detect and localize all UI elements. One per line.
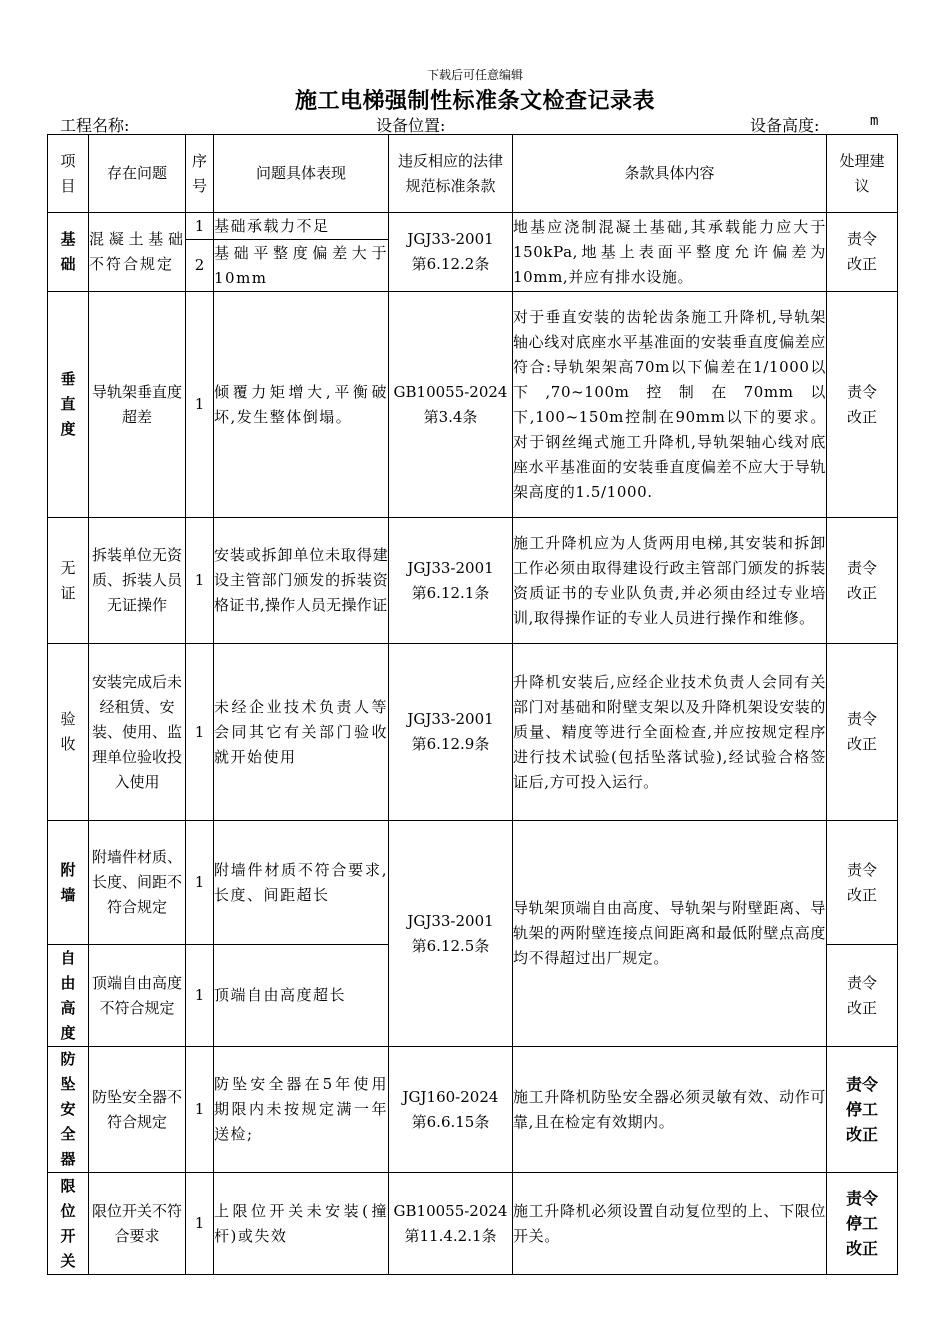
table-row [48, 1047, 898, 1173]
item-freeheight: 自由高度 [48, 945, 89, 1047]
suggest-limit: 责令停工改正 [827, 1173, 898, 1275]
problem-foundation: 混凝土基础不符合规定 [89, 213, 186, 292]
suggest-antifall: 责令停工改正 [827, 1047, 898, 1173]
table-row [48, 1173, 898, 1275]
problem-vertical: 导轨架垂直度超差 [89, 292, 186, 518]
suggest-acceptance: 责令改正 [827, 644, 898, 821]
device-height-label: 设备高度: [750, 116, 820, 135]
content-foundation: 地基应浇制混凝土基础,其承载能力应大于150kPa,地基上表面平整度允许偏差为10mm,并应有排水设施。 [513, 213, 827, 292]
std-vertical: GB10055-2024 第3.4条 [389, 292, 513, 518]
problem-antifall: 防坠安全器不符合规定 [89, 1047, 186, 1173]
problem-freeheight: 顶端自由高度不符合规定 [89, 945, 186, 1047]
header-note: 下载后可任意编辑 [426, 68, 523, 82]
problem-limit: 限位开关不符合要求 [89, 1173, 186, 1275]
col-std: 违反相应的法律规范标准条款 [389, 135, 513, 213]
seq-vertical: 1 [186, 292, 214, 518]
table-row [48, 518, 898, 644]
page-title: 施工电梯强制性标准条文检查记录表 [294, 89, 655, 114]
col-content: 条款具体内容 [513, 135, 827, 213]
content-wall: 导轨架顶端自由高度、导轨架与附壁距离、导轨架的两附壁连接点间距离和最低附壁点高度均不得超过出厂规定。 [513, 821, 827, 1047]
item-antifall: 防坠安全器 [48, 1047, 89, 1173]
desc-nocert: 安装或拆卸单位未取得建设主管部门颁发的拆装资格证书,操作人员无操作证 [214, 518, 389, 644]
col-seq: 序号 [186, 135, 214, 213]
std-antifall: JGJ160-2024 第6.6.15条 [389, 1047, 513, 1173]
item-nocert: 无证 [48, 518, 89, 644]
project-name-label: 工程名称: [60, 116, 130, 135]
content-limit: 施工升降机必须设置自动复位型的上、下限位开关。 [513, 1173, 827, 1275]
suggest-vertical: 责令改正 [827, 292, 898, 518]
item-acceptance: 验收 [48, 644, 89, 821]
item-vertical: 垂直度 [48, 292, 89, 518]
header-row [48, 135, 898, 213]
item-foundation: 基础 [48, 213, 89, 292]
content-vertical: 对于垂直安装的齿轮齿条施工升降机,导轨架轴心线对底座水平基准面的安装垂直度偏差应符合:导轨架架高70m以下偏差在1/1000以下,70~100m控制在70mm以下,100~150m控制在90mm以下的要求。对于钢丝绳式施工升降机,导轨架轴心线对底座水平基准面的安装垂直度偏差不应大于导轨架高度的1.5/1000. [513, 292, 827, 518]
table-row [48, 213, 898, 240]
item-limit: 限位开关 [48, 1173, 89, 1275]
col-desc: 问题具体表现 [214, 135, 389, 213]
problem-wall: 附墙件材质、长度、间距不符合规定 [89, 821, 186, 945]
seq-freeheight: 1 [186, 945, 214, 1047]
content-acceptance: 升降机安装后,应经企业技术负责人会同有关部门对基础和附壁支架以及升降机架设安装的质量、精度等进行全面检查,并应按规定程序进行技术试验(包括坠落试验),经试验合格签证后,方可投入运行。 [513, 644, 827, 821]
suggest-foundation: 责令改正 [827, 213, 898, 292]
std-nocert: JGJ33-2001 第6.12.1条 [389, 518, 513, 644]
content-nocert: 施工升降机应为人货两用电梯,其安装和拆卸工作必须由取得建设行政主管部门颁发的拆装资质证书的专业队负责,并必须由经过专业培训,取得操作证的专业人员进行操作和维修。 [513, 518, 827, 644]
desc-antifall: 防坠安全器在5年使用期限内未按规定满一年送检; [214, 1047, 389, 1173]
table-row [48, 644, 898, 821]
device-height-unit: m [870, 113, 879, 129]
std-wall: JGJ33-2001 第6.12.5条 [389, 821, 513, 1047]
std-foundation: JGJ33-2001 第6.12.2条 [389, 213, 513, 292]
desc-foundation-1: 基础承载力不足 [214, 213, 389, 240]
problem-acceptance: 安装完成后未经租赁、安装、使用、监理单位验收投入使用 [89, 644, 186, 821]
desc-freeheight: 顶端自由高度超长 [214, 945, 389, 1047]
std-acceptance: JGJ33-2001 第6.12.9条 [389, 644, 513, 821]
table-row [48, 821, 898, 945]
suggest-wall: 责令改正 [827, 821, 898, 945]
col-suggest: 处理建议 [827, 135, 898, 213]
info-line [60, 113, 890, 135]
col-item: 项目 [48, 135, 89, 213]
content-antifall: 施工升降机防坠安全器必须灵敏有效、动作可靠,且在检定有效期内。 [513, 1047, 827, 1173]
seq-foundation-2: 2 [186, 240, 214, 292]
table-row [48, 292, 898, 518]
suggest-freeheight: 责令改正 [827, 945, 898, 1047]
desc-limit: 上限位开关未安装(撞杆)或失效 [214, 1173, 389, 1275]
seq-antifall: 1 [186, 1047, 214, 1173]
desc-wall: 附墙件材质不符合要求,长度、间距超长 [214, 821, 389, 945]
seq-wall: 1 [186, 821, 214, 945]
item-wall: 附墙 [48, 821, 89, 945]
desc-foundation-2: 基础平整度偏差大于10mm [214, 240, 389, 292]
seq-acceptance: 1 [186, 644, 214, 821]
device-location-label: 设备位置: [376, 116, 446, 135]
col-problem: 存在问题 [89, 135, 186, 213]
inspection-table [47, 134, 898, 1275]
suggest-nocert: 责令改正 [827, 518, 898, 644]
std-limit: GB10055-2024 第11.4.2.1条 [389, 1173, 513, 1275]
desc-acceptance: 未经企业技术负责人等会同其它有关部门验收就开始使用 [214, 644, 389, 821]
seq-limit: 1 [186, 1173, 214, 1275]
desc-vertical: 倾覆力矩增大,平衡破坏,发生整体倒塌。 [214, 292, 389, 518]
seq-foundation-1: 1 [186, 213, 214, 240]
seq-nocert: 1 [186, 518, 214, 644]
problem-nocert: 拆装单位无资质、拆装人员无证操作 [89, 518, 186, 644]
